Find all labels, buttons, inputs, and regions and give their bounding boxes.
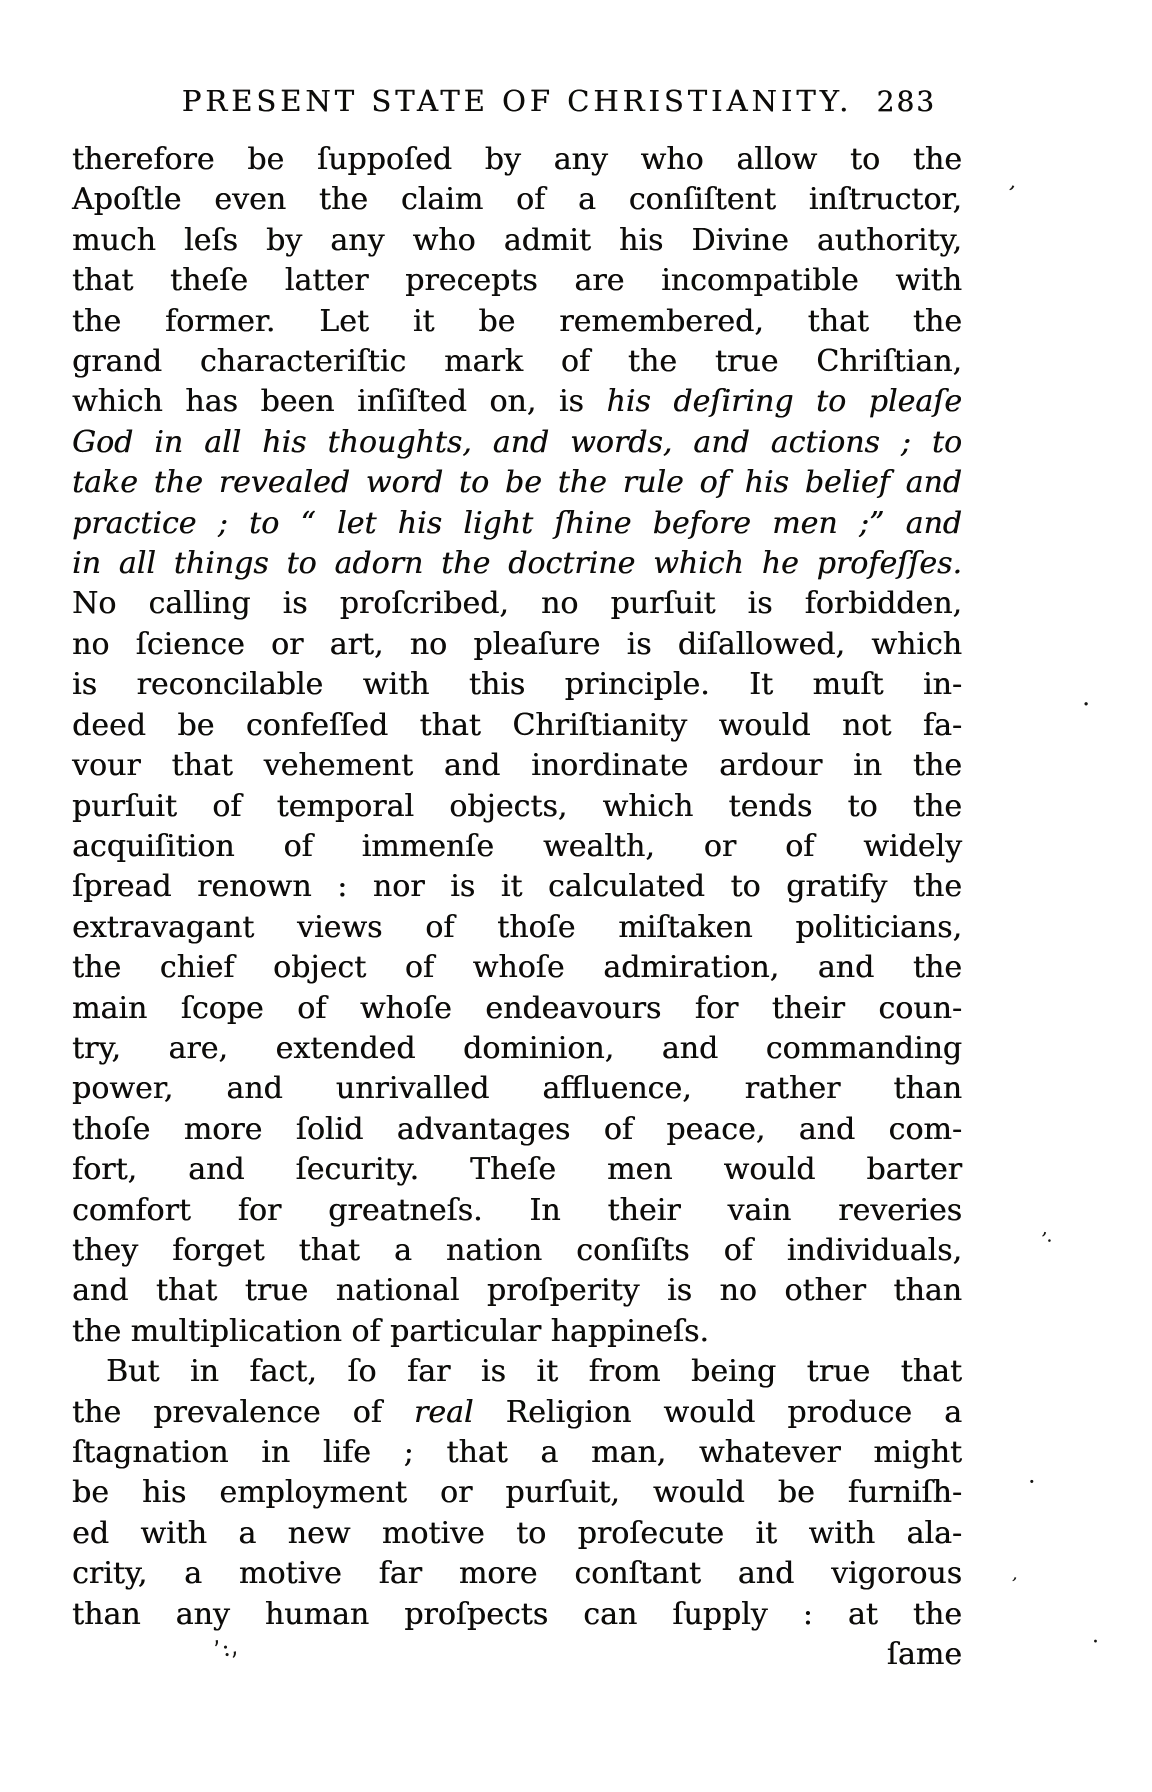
text-segment: ſame: [886, 1637, 962, 1673]
text-segment: No calling is proſcribed, no purſuit is forbidden,: [72, 586, 962, 622]
text-line: [72, 787, 962, 827]
text-segment: power, and unrivalled affluence, rather than: [72, 1071, 962, 1107]
page-body: [72, 140, 962, 1675]
text-line: [72, 544, 962, 584]
text-segment: acquiſition of immenſe wealth, or of widely: [72, 828, 962, 864]
text-line: [72, 1312, 962, 1352]
ink-speck: ·: [1092, 1630, 1099, 1655]
text-segment: deed be confeſſed that Chriſtianity would not fa-: [72, 707, 962, 743]
text-segment: Apoſtle even the claim of a conſiſtent inſtructor,: [72, 182, 962, 218]
text-line: [72, 1150, 962, 1190]
ink-speck: ’:,: [211, 1631, 240, 1665]
text-segment: be his employment or purſuit, would be furniſh-: [72, 1475, 962, 1511]
text-line: [72, 1473, 962, 1513]
text-line: [72, 140, 962, 180]
ink-speck: ’: [1002, 181, 1017, 208]
text-line: [72, 625, 962, 665]
text-segment: purſuit of temporal objects, which tends to the: [72, 788, 962, 824]
page-number: 283: [876, 85, 936, 118]
text-line: [72, 261, 962, 301]
text-line: [72, 665, 962, 705]
text-segment: fort, and ſecurity. Theſe men would barter: [72, 1152, 962, 1188]
text-line: [72, 1110, 962, 1150]
italic-text-segment: his deſiring to pleaſe: [606, 384, 962, 420]
text-line: [72, 989, 962, 1029]
ink-speck: ’·: [1038, 1227, 1055, 1253]
text-segment: extravagant views of thoſe miſtaken politicians,: [72, 909, 962, 945]
text-segment: therefore be ſuppoſed by any who allow to the: [72, 142, 962, 177]
text-line: [72, 1191, 962, 1231]
text-line: [72, 1069, 962, 1109]
text-line: [72, 1595, 962, 1635]
text-line: [72, 827, 962, 867]
text-line: [72, 584, 962, 624]
text-segment: the multiplication of particular happineſs.: [72, 1313, 709, 1349]
italic-text-segment: in all things to adorn the doctrine which he profeſſes.: [72, 546, 962, 582]
text-line: [72, 423, 962, 463]
text-segment: thoſe more ſolid advantages of peace, and com-: [72, 1111, 962, 1147]
italic-text-segment: God in all his thoughts, and words, and actions ; to: [72, 424, 962, 460]
text-segment: that theſe latter precepts are incompatible with: [72, 263, 962, 299]
ink-speck: ’: [1007, 1573, 1019, 1596]
italic-text-segment: take the revealed word to be the rule of his belief and: [72, 465, 962, 501]
text-segment: Religion would produce a: [473, 1394, 962, 1430]
text-segment: no ſcience or art, no pleaſure is diſallowed, which: [72, 626, 962, 662]
text-line: [72, 1554, 962, 1594]
text-segment: than any human proſpects can ſupply : at the: [72, 1596, 962, 1632]
text-segment: much leſs by any who admit his Divine authority,: [72, 222, 962, 258]
text-line: [72, 180, 962, 220]
text-line: [72, 221, 962, 261]
text-segment: But in fact, ſo far is it from being true that: [106, 1354, 962, 1390]
text-line: [72, 1631, 962, 1675]
text-line: [72, 706, 962, 746]
text-segment: the former. Let it be remembered, that the: [72, 303, 962, 339]
text-segment: the chief object of whoſe admiration, and the: [72, 950, 962, 986]
text-segment: which has been inſiſted on, is: [72, 384, 607, 420]
italic-text-segment: practice ; to “ let his light ſhine before men ;” and: [72, 505, 962, 541]
text-segment: ſtagnation in life ; that a man, whatever might: [72, 1435, 962, 1470]
page-title: PRESENT STATE OF CHRISTIANITY.: [181, 84, 853, 118]
text-segment: crity, a motive far more conſtant and vigorous: [72, 1556, 962, 1592]
text-line: [72, 908, 962, 948]
text-line: [72, 1231, 962, 1271]
italic-text-segment: real: [413, 1394, 474, 1430]
text-line: [72, 302, 962, 342]
text-line: [72, 948, 962, 988]
text-line: [72, 1433, 962, 1473]
text-line: [72, 382, 962, 422]
text-line: [72, 1352, 962, 1392]
text-line: [72, 342, 962, 382]
ink-speck: ·: [1082, 690, 1091, 720]
text-line: [72, 504, 962, 544]
text-line: [72, 463, 962, 503]
text-segment: comfort for greatneſs. In their vain reveries: [72, 1192, 962, 1228]
text-line: [72, 1271, 962, 1311]
running-header: [72, 84, 962, 118]
text-line: [72, 746, 962, 786]
text-segment: main ſcope of whoſe endeavours for their coun-: [72, 990, 962, 1026]
text-segment: the prevalence of: [72, 1394, 414, 1430]
text-segment: and that true national proſperity is no other than: [72, 1273, 962, 1309]
text-line: [72, 1514, 962, 1554]
ink-speck: ·: [1028, 1468, 1036, 1496]
text-line: [72, 867, 962, 907]
text-segment: try, are, extended dominion, and commanding: [72, 1030, 962, 1066]
text-segment: they forget that a nation conſiſts of individuals,: [72, 1232, 962, 1268]
text-segment: grand characteriſtic mark of the true Chriſtian,: [72, 344, 962, 380]
text-line: [72, 1029, 962, 1069]
text-segment: ſpread renown : nor is it calculated to gratify the: [72, 869, 962, 905]
text-line: [72, 1393, 962, 1433]
text-segment: vour that vehement and inordinate ardour in the: [72, 748, 962, 784]
text-segment: ed with a new motive to proſecute it with ala-: [72, 1515, 962, 1551]
text-segment: is reconcilable with this principle. It muſt in-: [72, 667, 962, 703]
